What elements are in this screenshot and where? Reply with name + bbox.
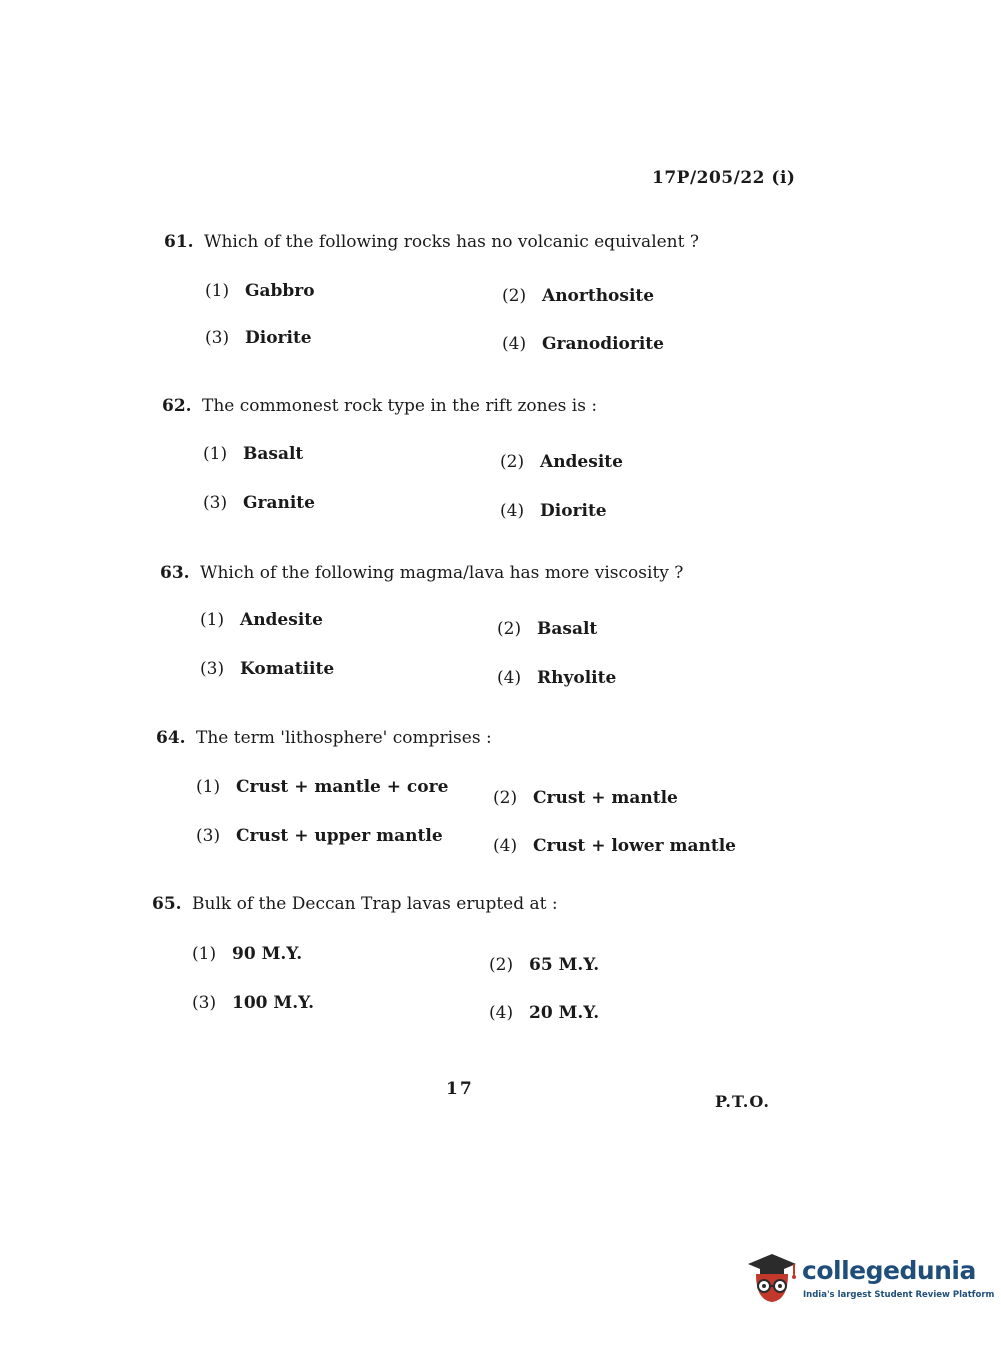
collegedunia-logo [742, 1250, 995, 1310]
question-number: 65. [152, 894, 182, 914]
option-number: (4) [493, 836, 518, 856]
option-text: 90 M.Y. [232, 944, 303, 964]
option-number: (2) [493, 788, 518, 808]
option-number: (3) [192, 993, 217, 1013]
question-stem [152, 894, 558, 914]
option-number: (3) [196, 826, 221, 846]
option-text: 65 M.Y. [529, 955, 600, 975]
option-4 [493, 836, 736, 856]
option-2 [500, 452, 623, 472]
option-text: Crust + mantle + core [236, 777, 449, 797]
option-number: (1) [205, 281, 230, 301]
option-2 [489, 955, 599, 975]
option-number: (1) [192, 944, 217, 964]
option-1 [205, 281, 315, 301]
question-stem [164, 232, 699, 252]
option-text: Crust + mantle [533, 788, 678, 808]
option-3 [203, 493, 315, 513]
option-number: (1) [196, 777, 221, 797]
option-number: (2) [497, 619, 522, 639]
option-text: Anorthosite [542, 286, 655, 306]
option-text: Crust + upper mantle [236, 826, 443, 846]
paper-code: 17P/205/22 (i) [652, 168, 796, 188]
option-2 [502, 286, 654, 306]
option-2 [497, 619, 597, 639]
option-1 [196, 777, 448, 797]
option-3 [200, 659, 334, 679]
option-number: (4) [500, 501, 525, 521]
question-stem [160, 563, 683, 583]
option-text: Diorite [245, 328, 312, 348]
option-text: Basalt [537, 619, 598, 639]
option-3 [196, 826, 443, 846]
option-number: (1) [203, 444, 228, 464]
option-text: Komatiite [240, 659, 335, 679]
option-4 [489, 1003, 599, 1023]
option-1 [203, 444, 303, 464]
option-text: Granodiorite [542, 334, 664, 354]
pto-label: P.T.O. [715, 1092, 770, 1111]
option-number: (3) [200, 659, 225, 679]
question-text: The commonest rock type in the rift zones is : [202, 396, 598, 416]
option-number: (3) [205, 328, 230, 348]
option-3 [205, 328, 312, 348]
option-text: Rhyolite [537, 668, 617, 688]
option-3 [192, 993, 314, 1013]
option-number: (3) [203, 493, 228, 513]
option-2 [493, 788, 678, 808]
page-number: 17 [446, 1079, 474, 1099]
option-1 [200, 610, 323, 630]
option-number: (4) [497, 668, 522, 688]
option-text: Gabbro [245, 281, 315, 301]
option-text: 20 M.Y. [529, 1003, 600, 1023]
question-text: Bulk of the Deccan Trap lavas erupted at : [192, 894, 558, 914]
question-number: 64. [156, 728, 186, 748]
option-4 [500, 501, 607, 521]
question-number: 62. [162, 396, 192, 416]
question-text: Which of the following rocks has no volcanic equivalent ? [204, 232, 699, 252]
option-number: (2) [489, 955, 514, 975]
option-number: (4) [489, 1003, 514, 1023]
option-4 [497, 668, 616, 688]
option-text: Granite [243, 493, 315, 513]
question-stem [156, 728, 492, 748]
option-text: Andesite [540, 452, 623, 472]
option-4 [502, 334, 664, 354]
option-text: Basalt [243, 444, 304, 464]
option-text: Crust + lower mantle [533, 836, 736, 856]
question-text: The term 'lithosphere' comprises : [196, 728, 492, 748]
option-number: (1) [200, 610, 225, 630]
option-1 [192, 944, 302, 964]
brand-name: collegedunia [802, 1256, 976, 1285]
question-number: 61. [164, 232, 194, 252]
question-text: Which of the following magma/lava has more viscosity ? [200, 563, 684, 583]
option-text: 100 M.Y. [232, 993, 315, 1013]
option-text: Andesite [240, 610, 323, 630]
question-number: 63. [160, 563, 190, 583]
brand-tagline: India's largest Student Review Platform [803, 1290, 995, 1300]
option-number: (4) [502, 334, 527, 354]
option-number: (2) [500, 452, 525, 472]
option-number: (2) [502, 286, 527, 306]
question-stem [162, 396, 597, 416]
option-text: Diorite [540, 501, 607, 521]
mascot-icon [742, 1250, 800, 1308]
